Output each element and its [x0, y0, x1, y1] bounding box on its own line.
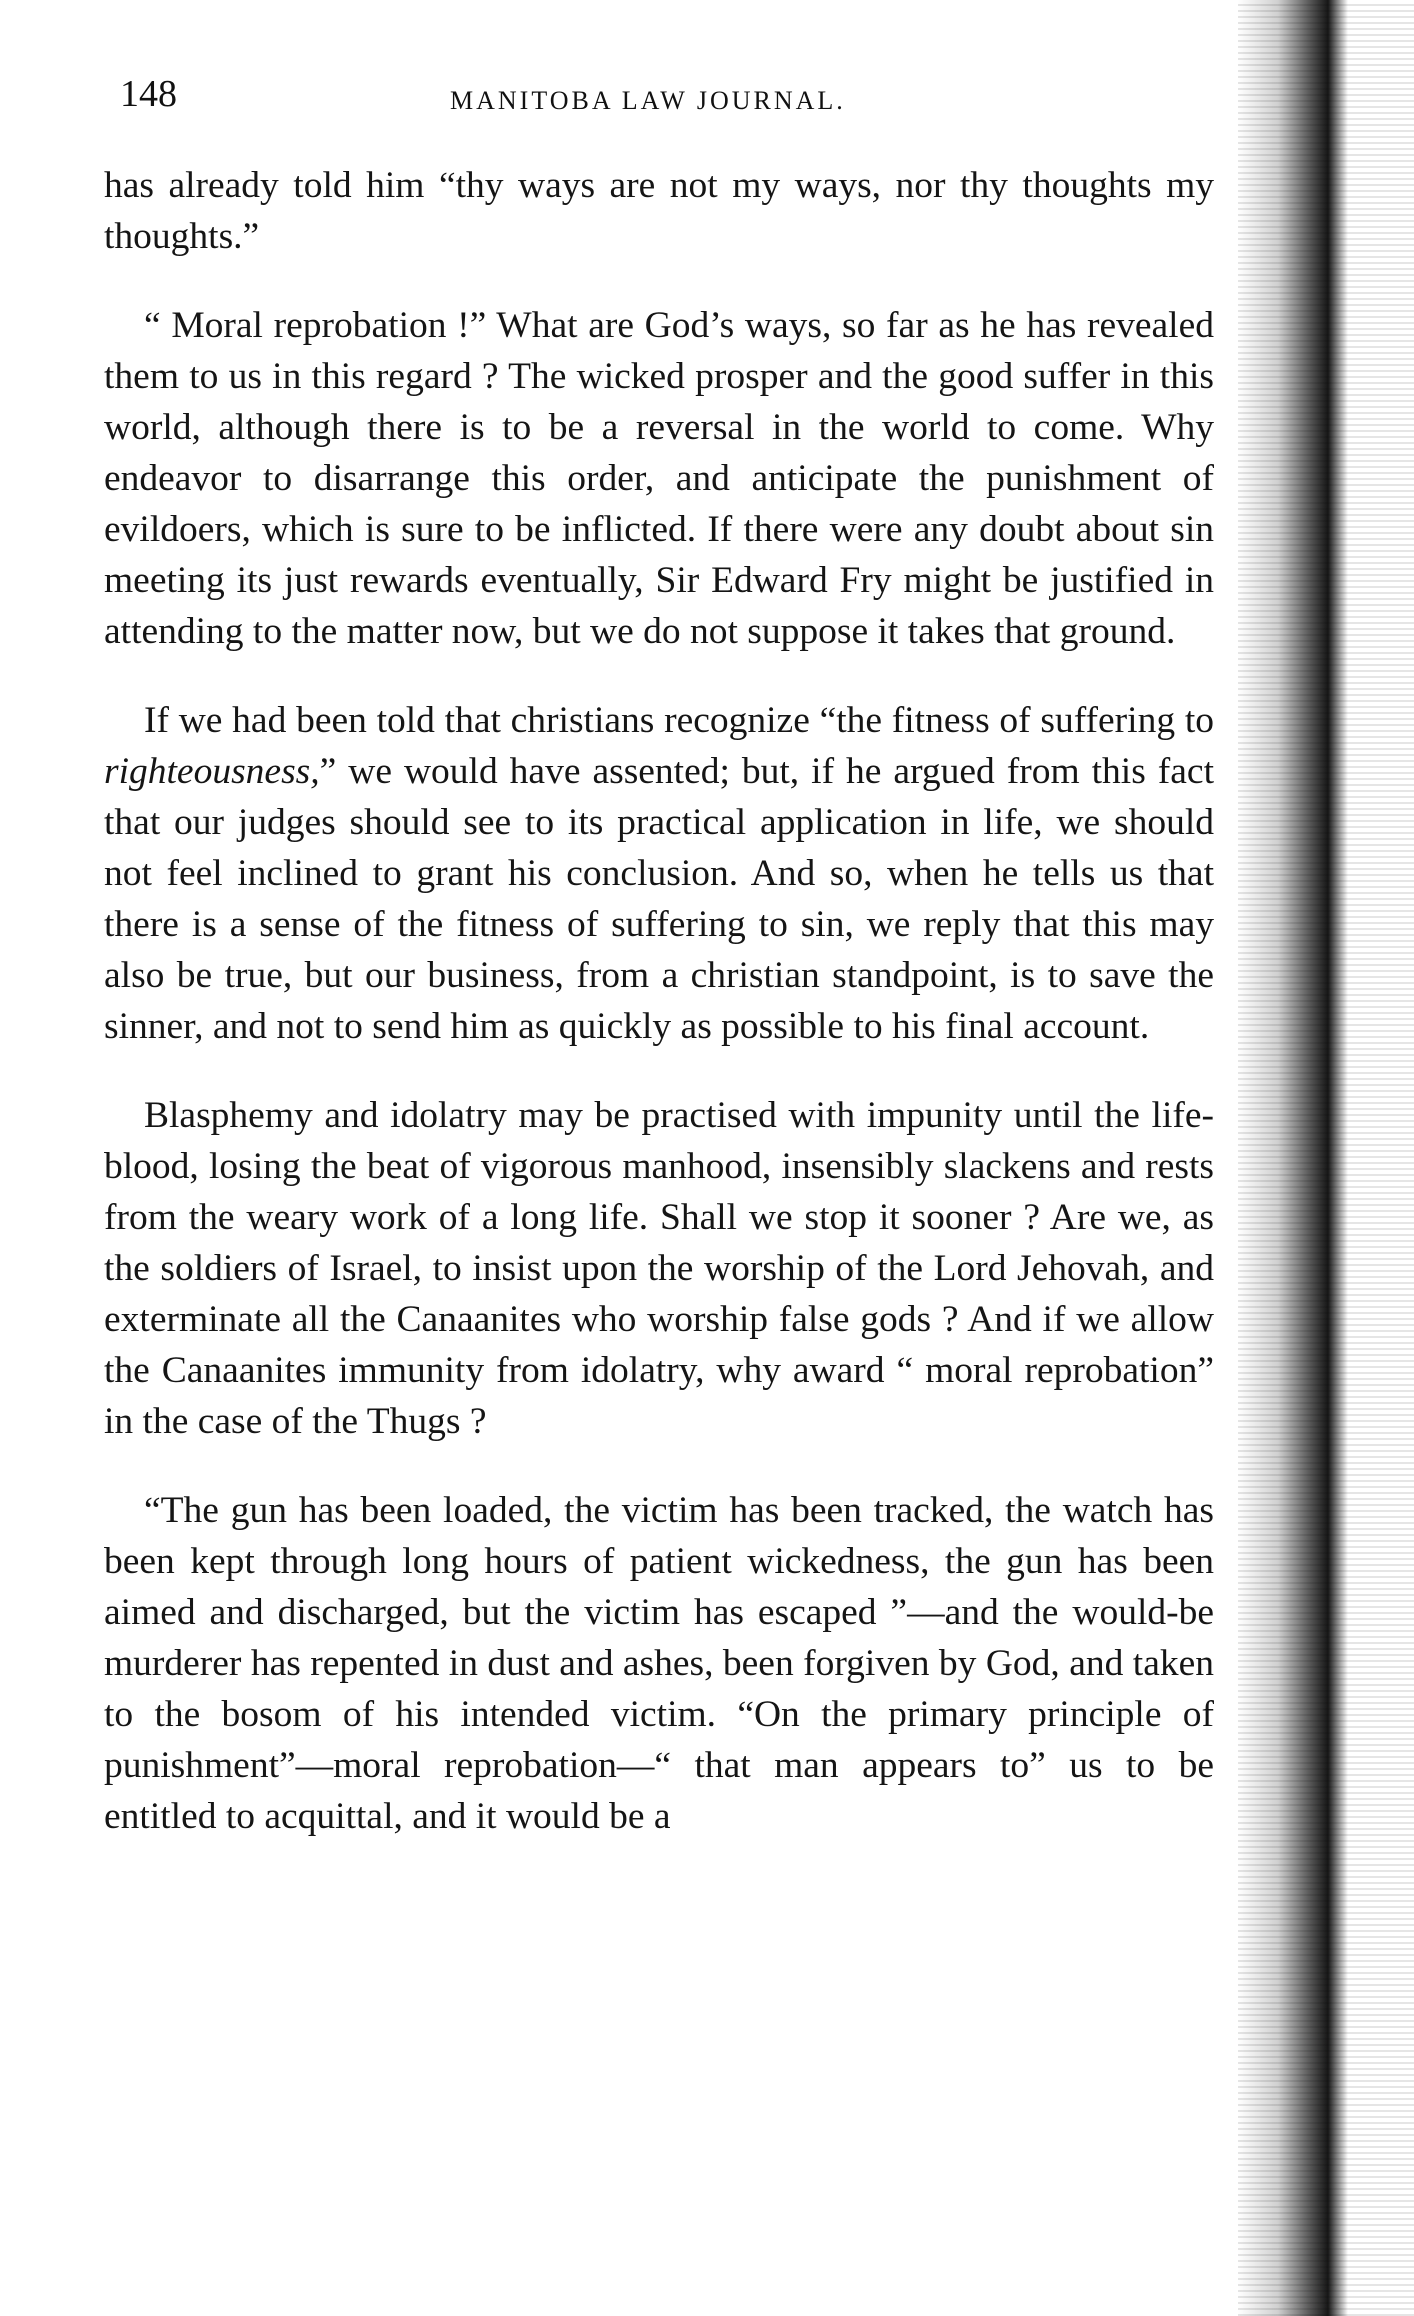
paragraph-3-lead: If we had been told that christians recognize “the fitness of suffering to: [144, 700, 1214, 741]
page-header: [120, 72, 1220, 132]
paragraph-4: Blasphemy and idolatry may be practised with impunity until the life-blood, losing the beat of vigorous manhood, insensibly slackens and rests from the weary work of a long life. Shall we stop it sooner ? Are we, as the soldiers of Israel, to insist upon the worship of the Lord Jehovah, and exterminate all the Canaanites who worship false gods ? And if we allow the Canaanites immunity from idolatry, why award “ moral reprobation” in the case of the Thugs ?: [104, 1095, 1214, 1442]
body-text: [104, 160, 1214, 1842]
page-number: 148: [120, 73, 177, 115]
running-title: MANITOBA LAW JOURNAL.: [450, 86, 846, 115]
paragraph-1: has already told him “thy ways are not my ways, nor thy thoughts my thoughts.”: [104, 165, 1214, 257]
book-spine-shadow: [1238, 0, 1414, 2316]
paragraph-3-rest: ” we would have assented; but, if he argued from this fact that our judges should see to its practical application in life, we should not feel inclined to grant his conclusion. And so, when he tells us that there is a sense of the fitness of suffering to sin, we reply that this may also be true, but our business, from a christian standpoint, is to save the sinner, and not to send him as quickly as possible to his final account.: [104, 751, 1214, 1047]
paragraph-5: “The gun has been loaded, the victim has been tracked, the watch has been kept through long hours of patient wickedness, the gun has been aimed and discharged, but the victim has escaped ”—and the would-be murderer has repented in dust and ashes, been forgiven by God, and taken to the bosom of his intended victim. “On the primary principle of punishment”—moral reprobation—“ that man appears to” us to be entitled to acquittal, and it would be a: [104, 1490, 1214, 1837]
paragraph-2: “ Moral reprobation !” What are God’s ways, so far as he has revealed them to us in this regard ? The wicked prosper and the good suffer in this world, although there is to be a reversal in the world to come. Why endeavor to disarrange this order, and anticipate the punishment of evildoers, which is sure to be inflicted. If there were any doubt about sin meeting its just rewards eventually, Sir Edward Fry might be justified in attending to the matter now, but we do not suppose it takes that ground.: [104, 305, 1214, 652]
paragraph-3: [104, 695, 1214, 1052]
italic-term: righteousness,: [104, 751, 320, 792]
